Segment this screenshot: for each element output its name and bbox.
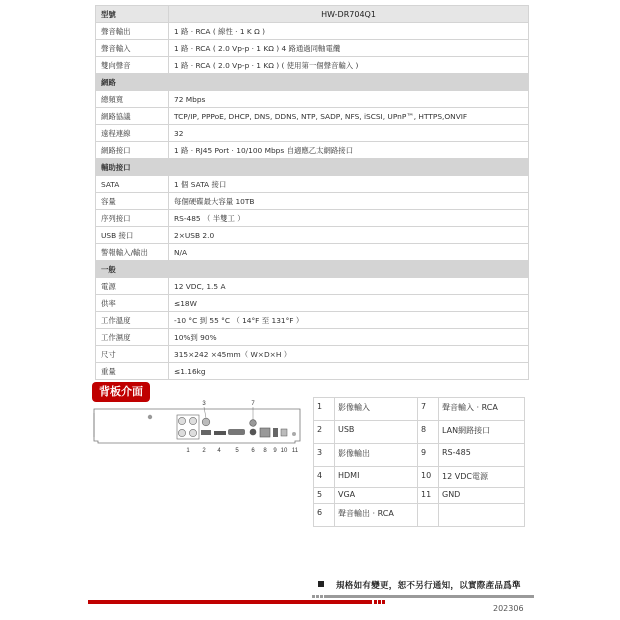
spec-row (96, 40, 529, 57)
spec-section-header (96, 159, 529, 176)
spec-value: ≤1.16kg (169, 363, 529, 380)
video-input-bnc-icon (177, 415, 199, 439)
spec-label: 網路協議 (96, 108, 169, 125)
usb-port-icon (201, 430, 211, 435)
lan-port-icon (260, 428, 270, 437)
spec-label: 總頻寬 (96, 91, 169, 108)
port-number: 5 (314, 488, 335, 504)
section-title: 網路 (96, 74, 529, 91)
spec-label: 尺寸 (96, 346, 169, 363)
video-output-bnc-icon (202, 418, 210, 426)
svg-text:1: 1 (186, 448, 190, 454)
svg-text:8: 8 (263, 448, 267, 454)
spec-value: -10 °C 到 55 °C （ 14°F 至 131°F ） (169, 312, 529, 329)
port-row (314, 421, 525, 444)
spec-label: 聲音輸入 (96, 40, 169, 57)
red-divider-line (88, 600, 372, 604)
spec-label: 工作濕度 (96, 329, 169, 346)
spec-label: 重量 (96, 363, 169, 380)
spec-value: 每個硬碟最大容量 10TB (169, 193, 529, 210)
spec-value: 32 (169, 125, 529, 142)
port-label: LAN網路接口 (439, 421, 525, 444)
port-number: 6 (314, 504, 335, 527)
port-label: 12 VDC電源 (439, 467, 525, 488)
spec-row (96, 295, 529, 312)
spec-label: 工作溫度 (96, 312, 169, 329)
rs485-port-icon (273, 428, 278, 437)
spec-label: 雙向聲音 (96, 57, 169, 74)
svg-text:7: 7 (251, 401, 255, 407)
port-number: 3 (314, 444, 335, 467)
red-dash-divider (374, 600, 377, 604)
port-row (314, 488, 525, 504)
spec-row (96, 346, 529, 363)
disclaimer-text: 規格如有變更，恕不另行通知，以實際產品爲準 (336, 581, 521, 591)
port-label: 聲音輸出 · RCA (335, 504, 418, 527)
spec-row (96, 312, 529, 329)
spec-value: 1 路 · RCA ( 線性 · 1 K Ω ) (169, 23, 529, 40)
section-title: 輔助接口 (96, 159, 529, 176)
spec-label: 電源 (96, 278, 169, 295)
spec-row (96, 57, 529, 74)
port-number: 4 (314, 467, 335, 488)
spec-label: USB 接口 (96, 227, 169, 244)
disclaimer-note (318, 579, 521, 591)
spec-value: ≤18W (169, 295, 529, 312)
model-value: HW-DR704Q1 (169, 6, 529, 23)
spec-value: 1 路 · RCA ( 2.0 Vp-p · 1 KΩ ) ( 使用第一個聲音輸入 ) (169, 57, 529, 74)
port-number: 10 (418, 467, 439, 488)
spec-row (96, 363, 529, 380)
audio-output-rca-icon (250, 429, 257, 436)
gnd-screw-icon (292, 432, 296, 436)
spec-value: 315×242 ×45mm（ W×D×H ） (169, 346, 529, 363)
spec-row (96, 329, 529, 346)
spec-section-header (96, 261, 529, 278)
port-number: 2 (314, 421, 335, 444)
spec-row (96, 142, 529, 159)
spec-value: 1 路 · RCA ( 2.0 Vp-p · 1 KΩ ) 4 路通過同軸電纜 (169, 40, 529, 57)
port-label: VGA (335, 488, 418, 504)
port-label: GND (439, 488, 525, 504)
spec-label: 警報輸入/輸出 (96, 244, 169, 261)
doc-date: 202306 (493, 604, 524, 613)
spec-label: 遠程連線 (96, 125, 169, 142)
red-dash-divider (378, 600, 381, 604)
spec-value: RS-485 （ 半雙工 ） (169, 210, 529, 227)
port-row (314, 398, 525, 421)
spec-value: 10%到 90% (169, 329, 529, 346)
power-port-icon (281, 429, 287, 436)
spec-row (96, 125, 529, 142)
svg-text:4: 4 (217, 448, 221, 454)
audio-input-rca-icon (250, 420, 257, 427)
gray-dash-divider (316, 595, 319, 598)
spec-label: SATA (96, 176, 169, 193)
spec-label: 序列接口 (96, 210, 169, 227)
port-legend-table (313, 397, 525, 527)
spec-row (96, 244, 529, 261)
spec-header-row (96, 6, 529, 23)
dvr-chassis (94, 409, 300, 443)
port-row (314, 467, 525, 488)
gray-dash-divider (320, 595, 323, 598)
port-label: HDMI (335, 467, 418, 488)
port-number: 9 (418, 444, 439, 467)
port-number: 1 (314, 398, 335, 421)
spec-value: TCP/IP, PPPoE, DHCP, DNS, DDNS, NTP, SADP, NFS, iSCSI, UPnP™, HTTPS,ONVIF (169, 108, 529, 125)
hdmi-port-icon (214, 431, 226, 435)
svg-text:5: 5 (235, 448, 239, 454)
port-label: 聲音輸入 · RCA (439, 398, 525, 421)
spec-row (96, 278, 529, 295)
red-dash-divider (382, 600, 385, 604)
spec-row (96, 227, 529, 244)
spec-row (96, 108, 529, 125)
port-number (418, 504, 439, 527)
svg-text:11: 11 (291, 448, 299, 454)
spec-label: 容量 (96, 193, 169, 210)
square-bullet-icon (318, 581, 324, 587)
svg-text:3: 3 (202, 401, 206, 407)
port-label: USB (335, 421, 418, 444)
svg-text:9: 9 (273, 448, 277, 454)
svg-text:10: 10 (280, 448, 288, 454)
spec-table (95, 5, 529, 380)
spec-row (96, 23, 529, 40)
spec-label: 供率 (96, 295, 169, 312)
gray-divider-line (324, 595, 534, 598)
spec-value: 1 路 · RJ45 Port · 10/100 Mbps 自適應乙太網路接口 (169, 142, 529, 159)
port-row (314, 444, 525, 467)
spec-row (96, 193, 529, 210)
port-number: 8 (418, 421, 439, 444)
spec-row (96, 210, 529, 227)
spec-value: 2×USB 2.0 (169, 227, 529, 244)
port-label: RS-485 (439, 444, 525, 467)
svg-text:2: 2 (202, 448, 206, 454)
section-title: 一般 (96, 261, 529, 278)
port-row (314, 504, 525, 527)
rear-panel-diagram (90, 397, 305, 457)
port-label: 影像輸出 (335, 444, 418, 467)
spec-value: N/A (169, 244, 529, 261)
port-number: 11 (418, 488, 439, 504)
spec-row (96, 91, 529, 108)
spec-label: 網路接口 (96, 142, 169, 159)
spec-value: 72 Mbps (169, 91, 529, 108)
port-label: 影像輸入 (335, 398, 418, 421)
port-label (439, 504, 525, 527)
port-number: 7 (418, 398, 439, 421)
rear-panel-title: 背板介面 (92, 382, 150, 402)
spec-label: 聲音輸出 (96, 23, 169, 40)
spec-row (96, 176, 529, 193)
screw-icon (148, 415, 152, 419)
spec-value: 12 VDC, 1.5 A (169, 278, 529, 295)
gray-dash-divider (312, 595, 315, 598)
model-label: 型號 (96, 6, 169, 23)
vga-port-icon (228, 429, 245, 435)
spec-section-header (96, 74, 529, 91)
spec-value: 1 個 SATA 接口 (169, 176, 529, 193)
svg-text:6: 6 (251, 448, 255, 454)
